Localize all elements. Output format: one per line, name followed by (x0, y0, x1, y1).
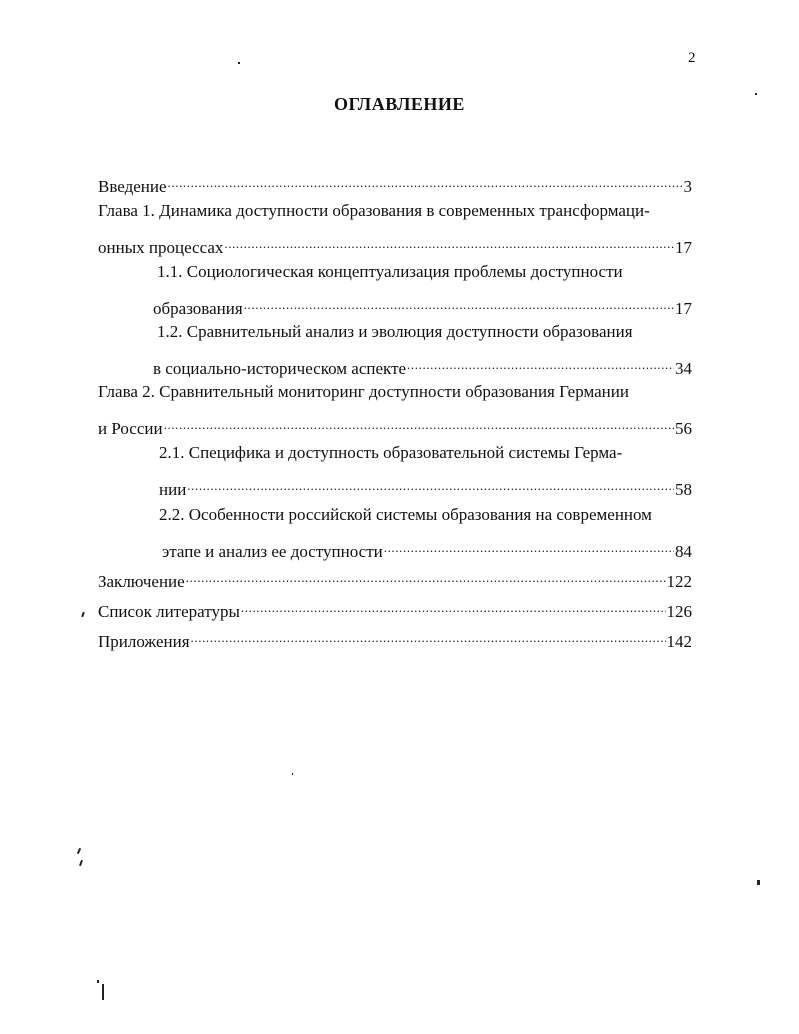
toc-leader-dots (168, 168, 683, 192)
toc-entry-chapter-1-title[interactable]: Глава 1. Динамика доступности образования в современных трансформаци- (98, 201, 650, 220)
scan-speck (77, 848, 81, 854)
toc-entry-label: в социально-историческом аспекте (153, 359, 407, 378)
toc-entry-page: 84 (675, 542, 692, 561)
scan-speck (97, 980, 99, 983)
toc-entry-chapter-1[interactable] (98, 229, 692, 257)
toc-entry-page: 17 (675, 299, 692, 318)
toc-entry-section-2-1-title[interactable]: 2.1. Специфика и доступность образовательной системы Герма- (159, 443, 623, 462)
scan-speck (757, 880, 760, 885)
toc-entry-section-1-1-title[interactable]: 1.1. Социологическая концептуализация проблемы доступности (157, 262, 623, 281)
toc-entry-section-2-1[interactable] (159, 471, 692, 499)
toc-leader-dots (224, 229, 674, 253)
toc-entry-label: онных процессах (98, 238, 224, 257)
toc-entry-label: Список литературы (98, 602, 240, 621)
toc-leader-dots (191, 623, 666, 647)
toc-leader-dots (241, 593, 666, 617)
scan-speck (755, 93, 757, 95)
page-title: ОГЛАВЛЕНИЕ (334, 94, 465, 114)
toc-entry-section-1-2-title[interactable]: 1.2. Сравнительный анализ и эволюция доступности образования (157, 322, 633, 341)
toc-entry-page: 56 (675, 419, 692, 438)
toc-entry-section-1-2[interactable] (153, 350, 692, 378)
toc-entry-page: 122 (666, 572, 692, 591)
toc-entry-section-2-2[interactable] (162, 533, 692, 561)
toc-entry-section-2-2-title[interactable]: 2.2. Особенности российской системы образования на современном (159, 505, 652, 524)
toc-entry-page: 142 (666, 632, 692, 651)
toc-leader-dots (187, 471, 674, 495)
toc-entry-label: и России (98, 419, 163, 438)
toc-entry-label: Заключение (98, 572, 185, 591)
toc-entry-label: образования (153, 299, 243, 318)
toc-entry-introduction[interactable] (98, 168, 692, 196)
scan-speck (292, 773, 293, 775)
toc-entry-appendix[interactable] (98, 623, 692, 651)
toc-leader-dots (244, 290, 674, 314)
toc-leader-dots (407, 350, 674, 374)
page-number: 2 (688, 50, 696, 66)
toc-leader-dots (164, 410, 674, 434)
toc-entry-page: 58 (675, 480, 692, 499)
toc-entry-label: Введение (98, 177, 167, 196)
toc-entry-page: 126 (666, 602, 692, 621)
scan-speck (81, 612, 85, 617)
toc-entry-label: Приложения (98, 632, 190, 651)
toc-entry-conclusion[interactable] (98, 563, 692, 591)
toc-leader-dots (186, 563, 666, 587)
toc-entry-chapter-2[interactable] (98, 410, 692, 438)
scan-speck (102, 984, 104, 1000)
scan-speck (79, 860, 83, 866)
toc-entry-page: 17 (675, 238, 692, 257)
toc-leader-dots (384, 533, 674, 557)
toc-entry-chapter-2-title[interactable]: Глава 2. Сравнительный мониторинг доступности образования Германии (98, 382, 629, 401)
toc-entry-page: 34 (675, 359, 692, 378)
toc-entry-bibliography[interactable] (98, 593, 692, 621)
toc-entry-page: 3 (683, 177, 692, 196)
toc-entry-section-1-1[interactable] (153, 290, 692, 318)
toc-entry-label: нии (159, 480, 187, 499)
scan-speck (238, 62, 240, 64)
toc-entry-label: этапе и анализ ее доступности (162, 542, 383, 561)
